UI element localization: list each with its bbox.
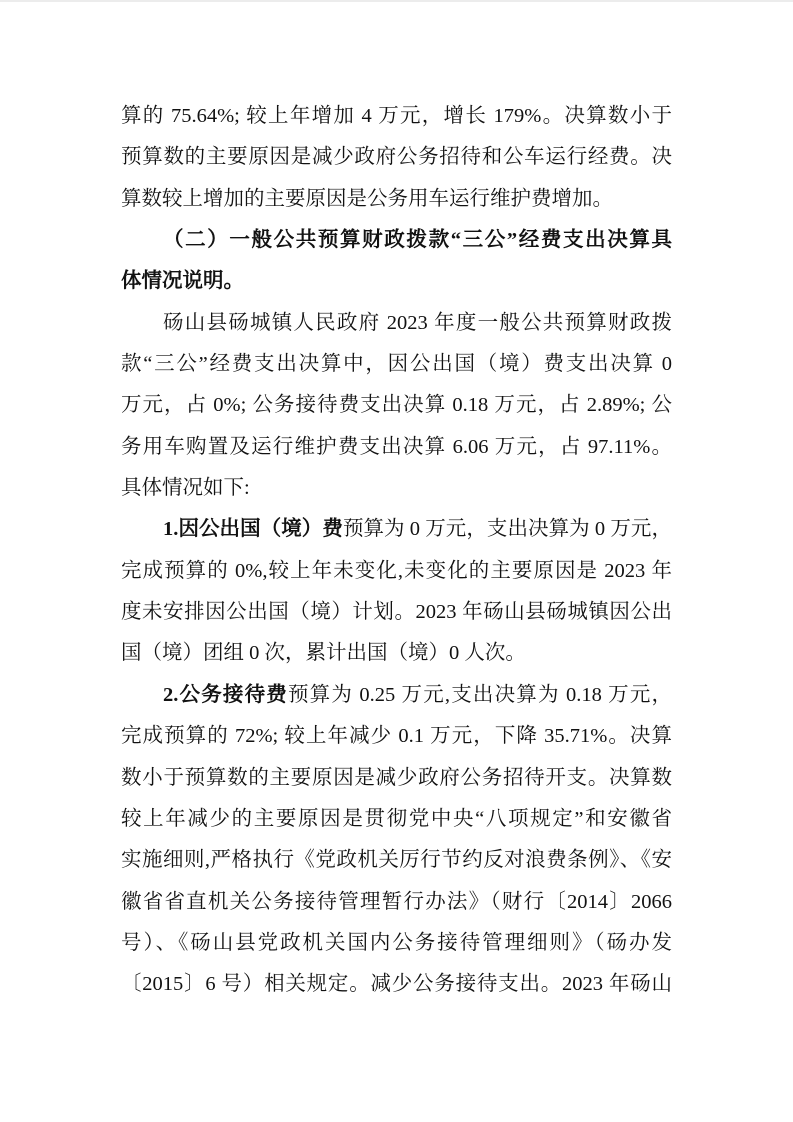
text-line: [121, 799, 672, 840]
text-run: 实施细则,严格执行《党政机关厉行节约反对浪费条例》、《安: [121, 849, 672, 872]
text-run: 算的 75.64%; 较上年增加 4 万元，增长 179%。决算数小于: [121, 105, 672, 127]
text-line: [121, 964, 672, 1005]
text-line: [121, 840, 672, 881]
text-line: [121, 675, 672, 716]
text-run: 预算为 0.25 万元,支出决算为 0.18 万元，: [287, 683, 672, 706]
text-run: 款“三公”经费支出决算中，因公出国（境）费支出决算 0: [121, 353, 672, 376]
text-run: 度未安排因公出国（境）计划。2023 年砀山县砀城镇因公出: [121, 601, 672, 624]
bold-run: 2.公务接待费: [163, 683, 288, 706]
bold-run: （二）一般公共预算财政拨款“三公”经费支出决算具: [163, 229, 672, 252]
text-line: [121, 385, 672, 426]
text-line: [121, 468, 672, 509]
text-line: [121, 716, 672, 757]
text-run: 数小于预算数的主要原因是减少政府公务招待开支。决算数: [121, 766, 672, 789]
text-line: [121, 758, 672, 799]
text-line: [121, 220, 672, 261]
text-line: [121, 303, 672, 344]
text-run: 预算数的主要原因是减少政府公务招待和公车运行经费。决: [121, 146, 672, 169]
text-line: [121, 551, 672, 592]
text-line: [121, 427, 672, 468]
text-line: [121, 137, 672, 178]
bold-run: 体情况说明。: [121, 270, 244, 293]
text-line: [121, 633, 672, 674]
text-run: 务用车购置及运行维护费支出决算 6.06 万元，占 97.11%。: [121, 435, 672, 458]
document-body: [121, 96, 672, 1006]
text-run: 完成预算的 0%,较上年未变化,未变化的主要原因是 2023 年: [121, 559, 672, 582]
text-run: 砀山县砀城镇人民政府 2023 年度一般公共预算财政拨: [163, 311, 672, 334]
text-line: [121, 923, 672, 964]
text-run: 国（境）团组 0 次，累计出国（境）0 人次。: [121, 642, 526, 665]
text-line: [121, 509, 672, 550]
text-run: 具体情况如下:: [121, 477, 250, 500]
text-line: [121, 96, 672, 137]
text-run: 徽省省直机关公务接待管理暂行办法》（财行〔2014〕2066: [121, 890, 672, 913]
text-line: [121, 882, 672, 923]
text-run: 预算为 0 万元，支出决算为 0 万元，: [342, 518, 672, 541]
text-run: 完成预算的 72%; 较上年减少 0.1 万元，下降 35.71%。决算: [121, 725, 672, 748]
text-line: [121, 592, 672, 633]
page-top-edge: [0, 0, 793, 2]
text-run: 算数较上增加的主要原因是公务用车运行维护费增加。: [121, 187, 613, 210]
text-line: [121, 344, 672, 385]
text-line: [121, 261, 672, 302]
text-run: 号）、《砀山县党政机关国内公务接待管理细则》（砀办发: [121, 931, 672, 954]
text-line: [121, 179, 672, 220]
text-run: 较上年减少的主要原因是贯彻党中央“八项规定”和安徽省: [121, 807, 672, 830]
text-run: 〔2015〕6 号）相关规定。减少公务接待支出。2023 年砀山: [121, 973, 672, 996]
bold-run: 1.因公出国（境）费: [163, 518, 343, 541]
text-run: 万元，占 0%; 公务接待费支出决算 0.18 万元，占 2.89%; 公: [121, 394, 672, 417]
